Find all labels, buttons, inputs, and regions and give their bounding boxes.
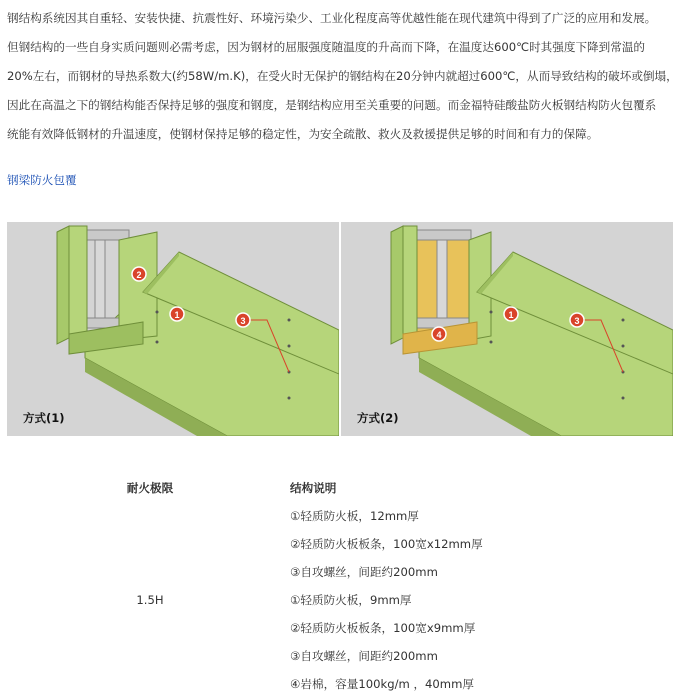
header-fire-rating: 耐火极限 <box>126 481 174 495</box>
marker-3-icon <box>236 313 250 327</box>
figure-caption: 方式(2) <box>357 411 399 425</box>
svg-text:2: 2 <box>136 270 142 280</box>
svg-text:3: 3 <box>240 316 246 326</box>
structure-item: ④岩棉，容量100kg/m ，40mm厚 <box>290 677 474 691</box>
table-header-row <box>50 474 580 502</box>
figure-method-1 <box>7 222 339 436</box>
marker-2-icon <box>132 267 146 281</box>
intro-line: 统能有效降低钢材的升温速度，使钢材保持足够的稳定性，为安全疏散、救火及救援提供足够的时间和有力的保障。 <box>7 127 599 141</box>
beam-diagram-1 <box>7 222 339 436</box>
beam-diagram-2 <box>341 222 673 436</box>
table-row <box>50 502 580 530</box>
intro-line: 因此在高温之下的钢结构能否保持足够的强度和钢度，是钢结构应用至关重要的问题。而金福特硅酸盐防火板钢结构防火包覆系 <box>7 98 657 112</box>
intro-line: 钢结构系统因其自重轻、安装快捷、抗震性好、环境污染少、工业化程度高等优越性能在现代建筑中得到了广泛的应用和发展。 <box>7 11 657 25</box>
steel-beam-fireproofing-link[interactable]: 钢梁防火包覆 <box>7 173 77 187</box>
svg-text:1: 1 <box>174 310 180 320</box>
structure-item: ②轻质防火板板条，100宽x12mm厚 <box>290 537 483 551</box>
intro-line: 但钢结构的一些自身实质问题则必需考虑，因为钢材的屈服强度随温度的升高而下降，在温度达600℃时其强度下降到常温的 <box>7 40 646 54</box>
header-structure-description: 结构说明 <box>290 481 337 495</box>
fire-rating-value: 1.5H <box>136 593 164 607</box>
structure-item: ①轻质防火板，12mm厚 <box>290 509 419 523</box>
figure-method-2 <box>341 222 673 436</box>
marker-1-icon <box>170 307 184 321</box>
intro-text <box>7 4 679 149</box>
structure-item: ②轻质防火板板条，100宽x9mm厚 <box>290 621 476 635</box>
figure-caption: 方式(1) <box>23 411 65 425</box>
structure-item: ③自攻螺丝，间距约200mm <box>290 565 438 579</box>
structure-item: ①轻质防火板，9mm厚 <box>290 593 412 607</box>
svg-text:4: 4 <box>436 330 442 340</box>
structure-item: ③自攻螺丝，间距约200mm <box>290 649 438 663</box>
marker-3-icon <box>570 313 584 327</box>
svg-text:3: 3 <box>574 316 580 326</box>
marker-4-icon <box>432 327 446 341</box>
fire-rating-table <box>50 474 580 698</box>
intro-line: 20%左右，而钢材的导热系数大(约58W/m.K)，在受火时无保护的钢结构在20分钟内就超过600℃，从而导致结构的破坏或倒塌， <box>7 69 678 83</box>
svg-text:1: 1 <box>508 310 514 320</box>
marker-1-icon <box>504 307 518 321</box>
